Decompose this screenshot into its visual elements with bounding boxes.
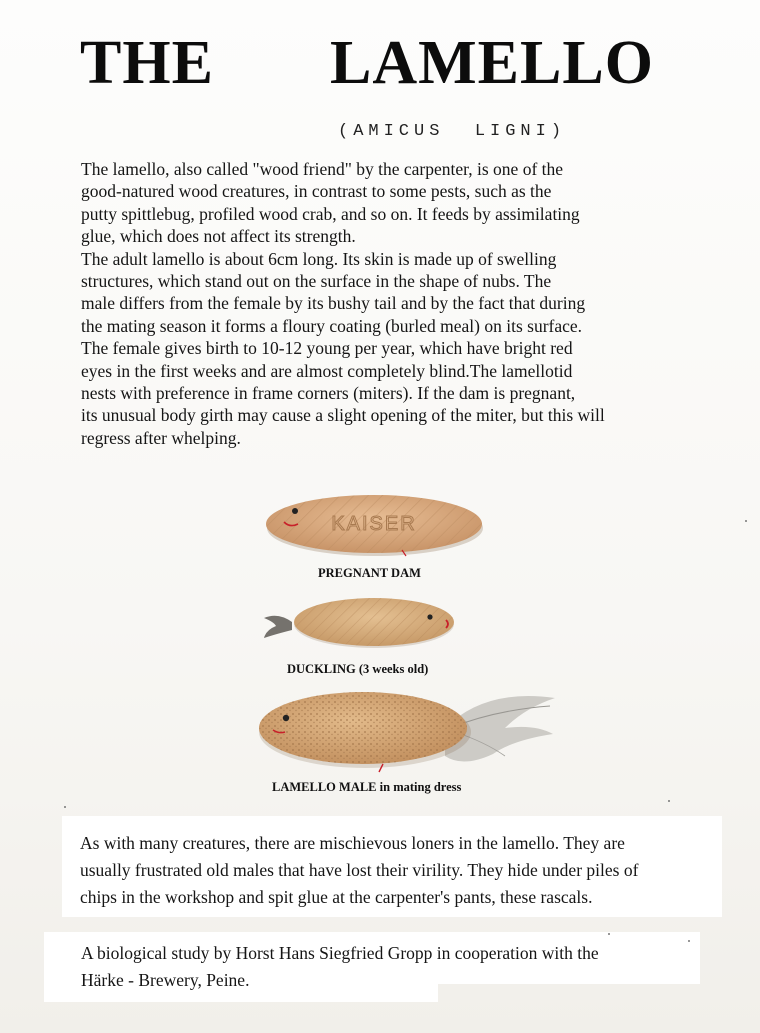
eye-icon bbox=[427, 614, 432, 619]
paragraph-line: The adult lamello is about 6cm long. Its skin is made up of swelling bbox=[81, 248, 557, 269]
figure-caption-duckling: DUCKLING (3 weeks old) bbox=[287, 662, 429, 676]
figure-caption-male: LAMELLO MALE in mating dress bbox=[272, 780, 462, 794]
lamello-male-image bbox=[255, 682, 565, 778]
paragraph-line: the mating season it forms a floury coating (burled meal) on its surface. bbox=[81, 315, 583, 336]
paragraph-line: nests with preference in frame corners (miters). If the dam is pregnant, bbox=[81, 383, 576, 404]
description-paragraph bbox=[81, 158, 681, 449]
paper-speck bbox=[688, 940, 690, 942]
paragraph-line: The lamello, also called "wood friend" by the carpenter, is one of the bbox=[81, 159, 564, 179]
title-word-lamello: LAMELLO bbox=[330, 29, 654, 97]
latin-subtitle: (AMICUS LIGNI) bbox=[338, 122, 567, 141]
tail-icon bbox=[264, 616, 292, 638]
paper-speck bbox=[64, 806, 66, 808]
paragraph-line: male differs from the female by its bushy tail and by the fact that during bbox=[81, 293, 586, 314]
paragraph-line: The female gives birth to 10-12 young per year, which have bright red bbox=[81, 338, 573, 359]
paper-speck bbox=[745, 520, 747, 522]
paper-speck bbox=[668, 800, 670, 802]
paragraph-line: regress after whelping. bbox=[81, 427, 241, 448]
paragraph-line: usually frustrated old males that have lost their virility. They hide under piles of bbox=[80, 860, 639, 880]
eye-icon bbox=[292, 508, 298, 514]
paragraph-line: As with many creatures, there are mischievous loners in the lamello. They are bbox=[80, 833, 625, 853]
paragraph-line: putty spittlebug, profiled wood crab, and so on. It feeds by assimilating bbox=[81, 203, 580, 224]
figure-caption-pregnant-dam: PREGNANT DAM bbox=[318, 566, 421, 580]
paragraph-line: structures, which stand out on the surface in the shape of nubs. The bbox=[81, 271, 552, 292]
paragraph-line: its unusual body girth may cause a slight opening of the miter, but this will bbox=[81, 405, 605, 426]
paper-speck bbox=[608, 933, 610, 935]
paragraph-line: eyes in the first weeks and are almost completely blind.The lamellotid bbox=[81, 360, 573, 381]
kaiser-stamp: KAISER bbox=[331, 513, 417, 535]
loners-paragraph bbox=[62, 816, 722, 917]
eye-icon bbox=[283, 715, 289, 721]
paragraph-line: glue, which does not affect its strength. bbox=[81, 226, 356, 247]
credit-line: Härke - Brewery, Peine. bbox=[81, 970, 250, 990]
paragraph-line: chips in the workshop and spit glue at the carpenter's pants, these rascals. bbox=[80, 887, 593, 907]
credit-text bbox=[81, 940, 599, 994]
lamello-pregnant-dam-image bbox=[262, 488, 488, 560]
lamello-duckling-image bbox=[262, 592, 458, 654]
credit-line: A biological study by Horst Hans Siegfried Gropp in cooperation with the bbox=[81, 943, 599, 963]
title-word-the: THE bbox=[80, 29, 214, 97]
paragraph-line: good-natured wood creatures, in contrast to some pests, such as the bbox=[81, 181, 552, 202]
